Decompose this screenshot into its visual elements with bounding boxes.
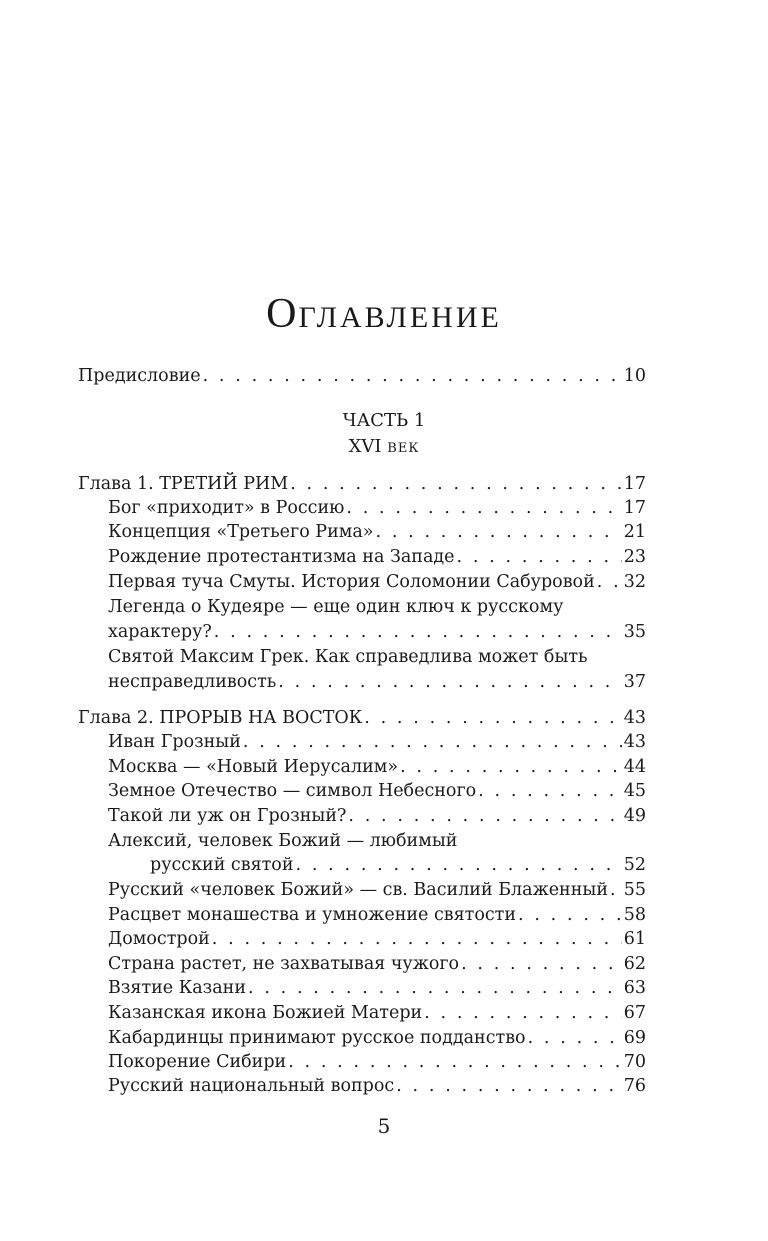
- toc-entry-title: русский святой: [150, 855, 294, 875]
- toc-entry-page: 45: [623, 781, 646, 801]
- toc-entry-title: Такой ли уж он Грозный?: [108, 806, 347, 826]
- toc-entry[interactable]: [108, 670, 646, 694]
- leader-dots: [597, 570, 622, 594]
- title-initial: О: [266, 291, 299, 337]
- leader-dots: [290, 472, 622, 496]
- toc-entry[interactable]: [108, 1074, 646, 1098]
- chapter-title: Глава 1. ТРЕТИЙ РИМ: [78, 474, 289, 494]
- leader-dots: [528, 1026, 622, 1050]
- toc-entry[interactable]: [108, 927, 646, 951]
- toc-entry-title: Русский «человек Божий» — св. Василий Блаженный: [108, 880, 608, 900]
- toc-entry-title: Первая туча Смуты. История Соломонии Сабуровой: [108, 572, 595, 592]
- toc-entry[interactable]: [108, 952, 646, 976]
- toc-entry[interactable]: [108, 1050, 646, 1074]
- leader-dots: [400, 755, 622, 779]
- toc-entry[interactable]: [108, 730, 646, 754]
- toc-entry-page: 58: [623, 905, 646, 925]
- toc-entry-page: 21: [623, 522, 646, 542]
- toc-entry-title: Концепция «Третьего Рима»: [108, 522, 374, 542]
- toc-entry-title: Казанская икона Божией Матери: [108, 1003, 423, 1023]
- leader-dots: [396, 1074, 622, 1098]
- leader-dots: [518, 903, 622, 927]
- title-rest: ГЛАВЛЕНИЕ: [298, 301, 502, 334]
- chapter-title: Глава 2. ПРОРЫВ НА ВОСТОК: [78, 708, 363, 728]
- toc-entry-page: 43: [623, 732, 646, 752]
- toc-entry[interactable]: [108, 520, 646, 544]
- toc-entry-title: Домострой: [108, 929, 210, 949]
- leader-dots: [348, 804, 621, 828]
- leader-dots: [288, 1050, 622, 1074]
- leader-dots: [424, 1001, 622, 1025]
- leader-dots: [214, 620, 622, 644]
- leader-dots: [461, 952, 622, 976]
- toc-entry-preface[interactable]: [78, 364, 646, 388]
- leader-dots: [243, 730, 622, 754]
- leader-dots: [248, 976, 622, 1000]
- century-number: XVI: [348, 436, 382, 457]
- toc-entry-title: Бог «приходит» в Россию: [108, 498, 345, 518]
- leader-dots: [478, 779, 622, 803]
- toc-entry-page: 63: [623, 978, 646, 998]
- toc-entry[interactable]: [108, 570, 646, 594]
- toc-entry-page: 44: [623, 757, 646, 777]
- leader-dots: [296, 853, 622, 877]
- toc-entry[interactable]: [108, 545, 646, 569]
- toc-chapter-2[interactable]: [78, 706, 646, 730]
- toc-entry-page: 35: [623, 622, 646, 642]
- toc-entry-title: Земное Отечество — символ Небесного: [108, 781, 477, 801]
- toc-entry-page: 55: [623, 880, 646, 900]
- toc-entry-line[interactable]: Алексий, человек Божий — любимый: [108, 831, 458, 851]
- page-number: 5: [377, 1114, 391, 1138]
- toc-entry-title: Взятие Казани: [108, 978, 246, 998]
- toc-entry-title: Кабардинцы принимают русское подданство: [108, 1028, 526, 1048]
- century-word: ВЕК: [387, 441, 420, 456]
- toc-entry[interactable]: [108, 1001, 646, 1025]
- toc-entry-title: Русский национальный вопрос: [108, 1076, 395, 1096]
- leader-dots: [203, 364, 622, 388]
- chapter-page: 43: [623, 708, 646, 728]
- leader-dots: [346, 496, 621, 520]
- century-heading: [0, 436, 768, 457]
- toc-entry-page: 32: [623, 572, 646, 592]
- leader-dots: [364, 706, 621, 730]
- toc-entry-title: Москва — «Новый Иерусалим»: [108, 757, 399, 777]
- toc-entry-page: 10: [623, 366, 646, 386]
- toc-entry-page: 49: [623, 806, 646, 826]
- toc-entry[interactable]: [108, 1026, 646, 1050]
- toc-entry-page: 62: [623, 954, 646, 974]
- toc-entry[interactable]: [108, 755, 646, 779]
- leader-dots: [212, 927, 622, 951]
- toc-entry[interactable]: [108, 976, 646, 1000]
- toc-entry-title: Покорение Сибири: [108, 1052, 287, 1072]
- toc-entry[interactable]: [150, 853, 646, 877]
- chapter-page: 17: [623, 474, 646, 494]
- toc-entry-title: Страна растет, не захватывая чужого: [108, 954, 460, 974]
- toc-chapter-1[interactable]: [78, 472, 646, 496]
- leader-dots: [376, 520, 622, 544]
- toc-entry-title: Предисловие: [78, 366, 201, 386]
- toc-entry-page: 37: [623, 672, 646, 692]
- toc-entry-line[interactable]: Легенда о Кудеяре — еще один ключ к русскому: [108, 597, 564, 617]
- toc-entry[interactable]: [108, 878, 646, 902]
- toc-entry-page: 23: [623, 547, 646, 567]
- toc-entry-title: характеру?: [108, 622, 212, 642]
- leader-dots: [278, 670, 621, 694]
- toc-entry-page: 76: [623, 1076, 646, 1096]
- toc-entry-page: 61: [623, 929, 646, 949]
- toc-entry-title: Иван Грозный: [108, 732, 241, 752]
- leader-dots: [610, 878, 622, 902]
- toc-entry-page: 67: [623, 1003, 646, 1023]
- leader-dots: [457, 545, 622, 569]
- toc-entry-page: 69: [623, 1028, 646, 1048]
- toc-entry-title: несправедливость: [108, 672, 277, 692]
- toc-entry[interactable]: [108, 496, 646, 520]
- toc-entry-line[interactable]: Святой Максим Грек. Как справедлива может быть: [108, 647, 588, 667]
- toc-entry[interactable]: [108, 779, 646, 803]
- toc-entry-page: 17: [623, 498, 646, 518]
- page-title: [0, 290, 768, 338]
- toc-entry[interactable]: [108, 804, 646, 828]
- toc-entry-title: Рождение протестантизма на Западе: [108, 547, 455, 567]
- toc-entry-page: 70: [623, 1052, 646, 1072]
- toc-entry[interactable]: [108, 903, 646, 927]
- toc-entry[interactable]: [108, 620, 646, 644]
- part-heading: ЧАСТЬ 1: [342, 410, 426, 431]
- toc-entry-title: Расцвет монашества и умножение святости: [108, 905, 517, 925]
- toc-entry-page: 52: [623, 855, 646, 875]
